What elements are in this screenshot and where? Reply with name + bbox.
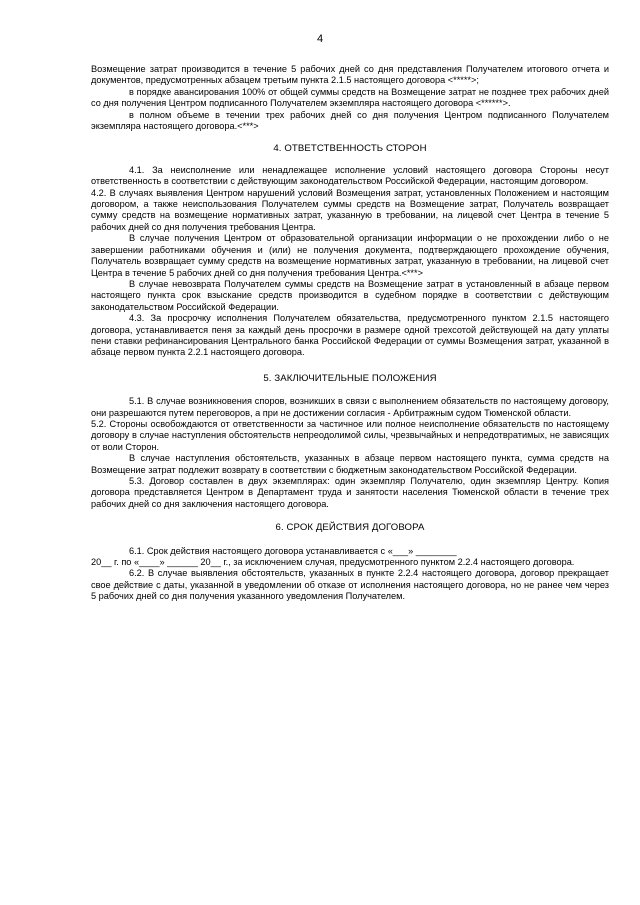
section-5-title: 5. ЗАКЛЮЧИТЕЛЬНЫЕ ПОЛОЖЕНИЯ (263, 372, 437, 384)
page-number: 4 (316, 33, 324, 45)
section-5-paragraph: 5.1. В случае возникновения споров, возникших в связи с выполнением обязательств по настоящему договору, они разрешаются путем переговоров, а при не достижении согласия - Арбитражным судом Тюменской области. (91, 396, 609, 418)
section-4-paragraph: 4.2. В случаях выявления Центром нарушений условий Возмещения затрат, установленных Положением и настоящим договором, а также неиспользования Получателем суммы средств на Возмещение затрат, Получатель возвращает сумму средств на возмещение нормативных затрат, указанную в требовании, на лицевой счет Центра в течение 5 рабочих дней со дня получения требования Центра. (91, 187, 609, 232)
section-5-paragraph: 5.3. Договор составлен в двух экземплярах: один экземпляр Получателю, один экземпляр Центру. Копия договора представляется Центром в Департамент труда и занятости населения Тюменской области в течение трех рабочих дней со дня заключения настоящего договора. (91, 476, 609, 509)
section-6-paragraph: 6.2. В случае выявления обстоятельств, указанных в пункте 2.2.4 настоящего договора, договор прекращает свое действие с даты, указанной в уведомлении об отказе от исполнения настоящего договора, но не ранее чем через 5 рабочих дней со дня получения указанного уведомления Получателем. (91, 568, 609, 602)
intro-paragraph: Возмещение затрат производится в течение 5 рабочих дней со дня представления Получателем итогового отчета и документов, предусмотренных абзацем третьим пункта 2.1.5 настоящего договора <*****>; (91, 64, 609, 86)
section-4-paragraph: 4.1. За неисполнение или ненадлежащее исполнение условий настоящего договора Стороны несут ответственность в соответствии с действующим законодательством Российской Федерации, настоящим договором. (91, 164, 609, 187)
section-6-title: 6. СРОК ДЕЙСТВИЯ ДОГОВОРА (275, 522, 425, 534)
document-body (91, 64, 609, 603)
section-4-paragraph: В случае получения Центром от образовательной организации информации о не прохождении либо о не завершении работниками обучения и (или) не получения документа, подтверждающего прохождение обучения, Получатель возвращает сумму средств на возмещение нормативных затрат, указанную в требовании, на лицевой счет Центра в течение 5 рабочих дней со дня получения требования Центра.<***> (91, 233, 609, 278)
section-4-paragraph: В случае невозврата Получателем суммы средств на Возмещение затрат в установленный в абзаце первом настоящего пункта срок взыскание средств производится в судебном порядке в соответствии с действующим законодательством Российской Федерации. (91, 278, 609, 312)
section-4-title: 4. ОТВЕТСТВЕННОСТЬ СТОРОН (273, 143, 427, 155)
section-5-paragraph: 5.2. Стороны освобождаются от ответственности за частичное или полное неисполнение обязательств по настоящему договору в случае наступления обстоятельств непреодолимой силы, чрезвычайных и непредотвратимых, не зависящих от воли Сторон. (91, 418, 609, 452)
section-6-paragraph: 6.1. Срок действия настоящего договора устанавливается с «___» ________ (129, 545, 457, 556)
section-5-paragraph: В случае наступления обстоятельств, указанных в абзаце первом настоящего пункта, сумма средств на Возмещение затрат подлежит возврату в соответствии с бюджетным законодательством Российской Федерации. (91, 453, 609, 475)
intro-paragraph: в полном объеме в течении трех рабочих дней со дня получения Центром подписанного Получателем экземпляра настоящего договора.<***> (91, 109, 609, 132)
intro-paragraph: в порядке авансирования 100% от общей суммы средств на Возмещение затрат не позднее трех рабочих дней со дня получения Центром подписанного Получателем экземпляра настоящего договора <******>. (91, 86, 609, 109)
section-4-paragraph: 4.3. За просрочку исполнения Получателем обязательства, предусмотренного пунктом 2.1.5 настоящего договора, устанавливается пеня за каждый день просрочки в размере одной трехсотой действующей на дату уплаты пени ставки рефинансирования Центрального банка Российской Федерации от суммы Возмещения затрат, указанной в абзаце первом пункта 2.2.1 настоящего договора. (91, 313, 609, 358)
section-6-paragraph: 20__ г. по «____» ______ 20__ г., за исключением случая, предусмотренного пунктом 2.2.4 настоящего договора. (91, 557, 575, 568)
